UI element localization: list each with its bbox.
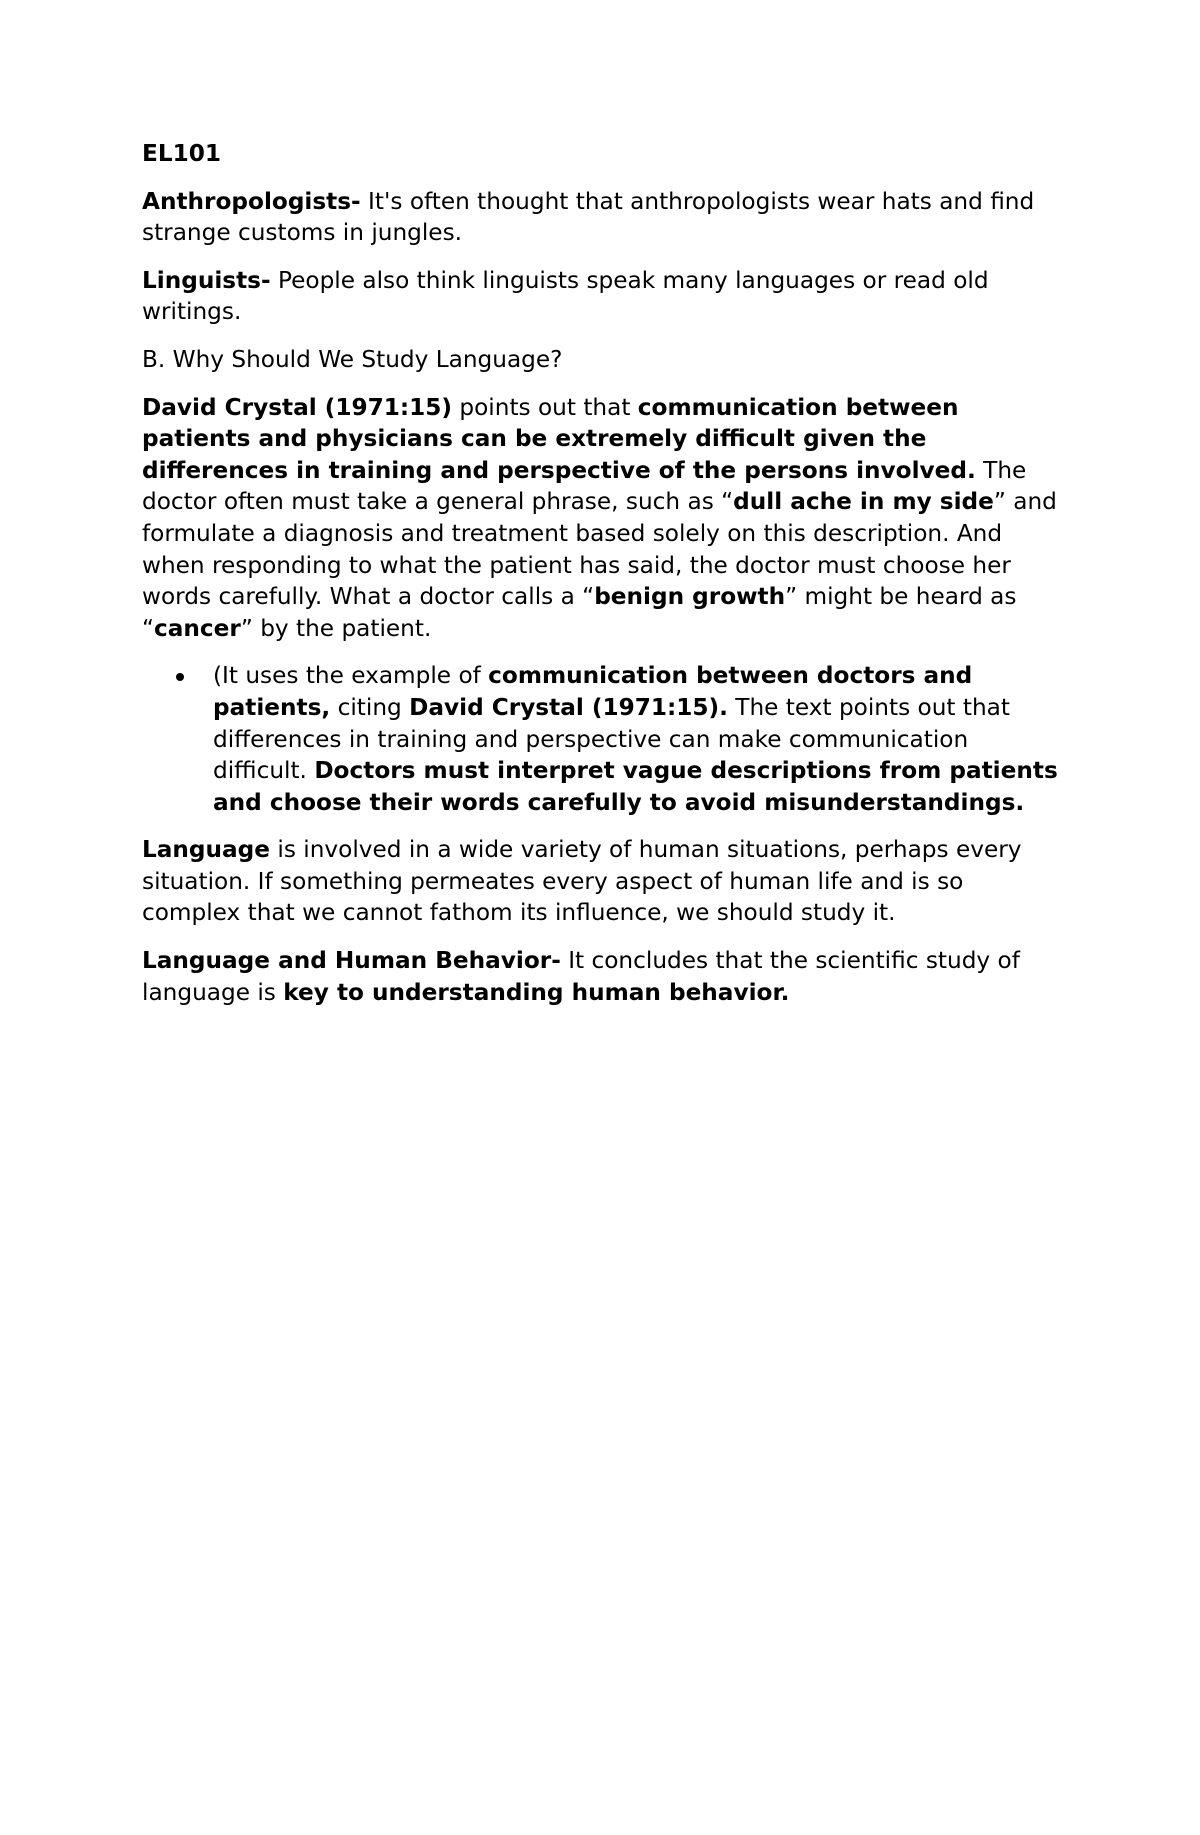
bullet-text-1: (It uses the example of xyxy=(213,662,489,690)
behavior-term: Language and Human Behavior- xyxy=(142,947,561,975)
document-title: EL101 xyxy=(142,140,222,167)
crystal-emphasis-3: benign growth xyxy=(594,583,786,611)
language-paragraph xyxy=(142,834,1062,929)
bullet-emphasis-2: David Crystal (1971:15). xyxy=(409,693,728,721)
bullet-emphasis-3: Doctors must interpret vague descriptions from patients and choose their words carefully to avoid misunderstandings. xyxy=(213,757,1058,816)
bullet-text-3: The text points out that differences in training and perspective can make communication difficult. xyxy=(213,693,1010,785)
document-page xyxy=(142,138,1062,1024)
list-item xyxy=(142,660,1062,818)
anthropologists-paragraph xyxy=(142,186,1062,249)
linguists-paragraph xyxy=(142,265,1062,328)
crystal-citation: David Crystal (1971:15) xyxy=(142,393,453,421)
crystal-emphasis-2: dull ache in my side xyxy=(733,488,994,516)
crystal-text-2: The doctor often must take a general phrase, such as “ xyxy=(142,456,1027,516)
crystal-text-5: ” by the patient. xyxy=(240,614,432,642)
bullet-emphasis-1: communication between doctors and patients, xyxy=(213,662,973,721)
behavior-emphasis: key to understanding human behavior. xyxy=(283,978,790,1006)
crystal-paragraph xyxy=(142,392,1062,645)
crystal-text-4: ” might be heard as “ xyxy=(142,583,1017,642)
language-text: is involved in a wide variety of human situations, perhaps every situation. If something permeates every aspect of human life and is so complex that we cannot fathom its influence, we should study it. xyxy=(142,836,1022,927)
behavior-paragraph xyxy=(142,945,1062,1008)
anthropologists-text: It's often thought that anthropologists wear hats and find strange customs in jungles. xyxy=(142,187,1035,247)
behavior-text: It concludes that the scientific study of language is xyxy=(142,947,1020,1006)
bullet-icon xyxy=(176,673,184,681)
crystal-emphasis-4: cancer xyxy=(154,614,241,642)
crystal-emphasis-1: communication between patients and physicians can be extremely difficult given the differences in training and perspective of the persons involved. xyxy=(142,393,976,484)
section-heading: B. Why Should We Study Language? xyxy=(142,345,563,373)
crystal-text-3: ” and formulate a diagnosis and treatment based solely on this description. And when responding to what the patient has said, the doctor must choose her words carefully. What a doctor calls a “ xyxy=(142,488,1057,611)
anthropologists-term: Anthropologists- xyxy=(142,187,361,215)
linguists-term: Linguists- xyxy=(142,266,271,294)
crystal-text-1: points out that xyxy=(452,393,638,421)
language-term: Language xyxy=(142,836,271,864)
bullet-text-2: citing xyxy=(330,693,410,721)
bullet-list xyxy=(142,660,1062,818)
linguists-text: People also think linguists speak many languages or read old writings. xyxy=(142,266,989,326)
